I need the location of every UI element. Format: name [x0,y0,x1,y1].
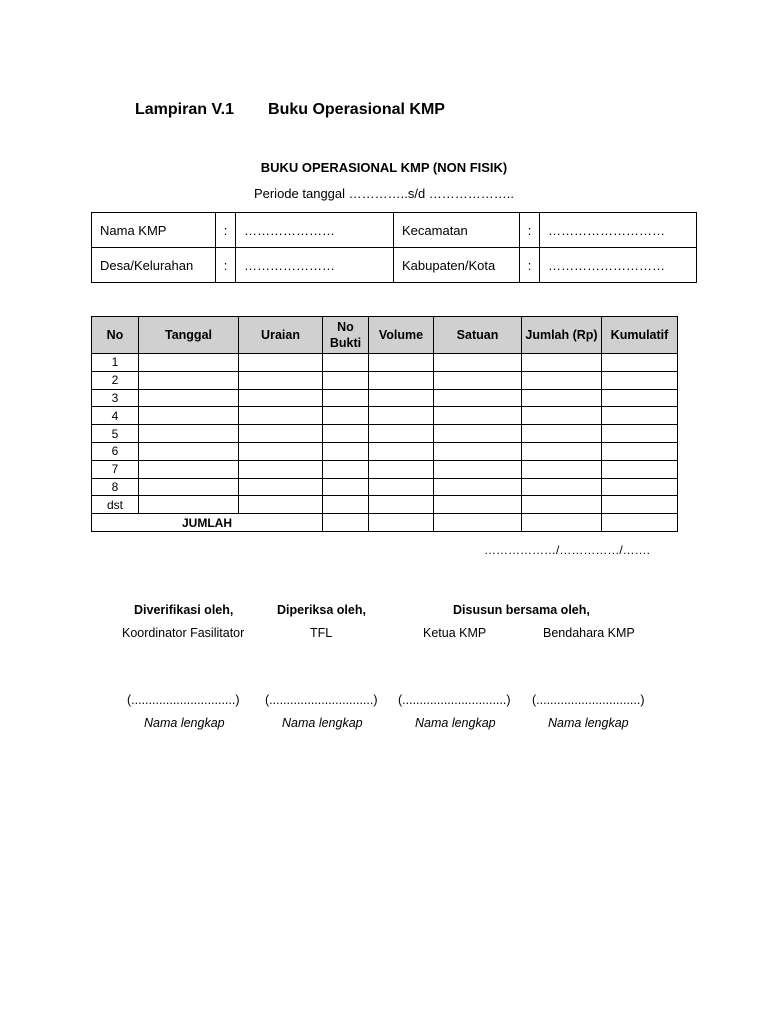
table-cell[interactable] [323,478,369,496]
appendix-heading [135,101,445,119]
table-cell[interactable] [522,478,602,496]
table-cell[interactable] [522,460,602,478]
row-number: 4 [92,407,139,425]
name-placeholder: Nama lengkap [144,716,225,730]
table-cell[interactable] [434,407,522,425]
table-cell[interactable] [239,389,323,407]
table-row [92,460,678,478]
signature-line: (..............................) [127,693,240,707]
role-ketua: Ketua KMP [423,626,487,640]
name-placeholder: Nama lengkap [415,716,496,730]
role-bendahara: Bendahara KMP [543,626,635,640]
total-cell[interactable] [369,514,434,532]
table-cell[interactable] [434,496,522,514]
table-cell[interactable] [369,371,434,389]
document-title: BUKU OPERASIONAL KMP (NON FISIK) [260,160,508,175]
info-value-kabupaten[interactable]: ……………………… [540,248,697,283]
table-row [92,389,678,407]
info-label-nama-kmp: Nama KMP [92,213,216,248]
verified-by-label: Diverifikasi oleh, [134,603,234,617]
table-cell[interactable] [602,407,678,425]
table-cell[interactable] [139,354,239,372]
table-cell[interactable] [323,460,369,478]
row-number: 7 [92,460,139,478]
info-label-desa: Desa/Kelurahan [92,248,216,283]
table-cell[interactable] [323,354,369,372]
info-row [92,213,697,248]
table-cell[interactable] [239,371,323,389]
info-value-kecamatan[interactable]: ……………………… [540,213,697,248]
table-cell[interactable] [602,442,678,460]
table-cell[interactable] [369,460,434,478]
table-cell[interactable] [239,425,323,443]
table-cell[interactable] [602,496,678,514]
info-label-kabupaten: Kabupaten/Kota [394,248,520,283]
table-cell[interactable] [434,460,522,478]
role-koordinator: Koordinator Fasilitator [122,626,245,640]
info-colon: : [216,213,236,248]
table-cell[interactable] [434,354,522,372]
table-cell[interactable] [369,442,434,460]
row-number: 5 [92,425,139,443]
info-label-kecamatan: Kecamatan [394,213,520,248]
row-number: 1 [92,354,139,372]
table-cell[interactable] [434,478,522,496]
row-number: 8 [92,478,139,496]
table-cell[interactable] [323,496,369,514]
table-row [92,354,678,372]
table-cell[interactable] [139,496,239,514]
table-cell[interactable] [323,407,369,425]
table-cell[interactable] [323,442,369,460]
table-cell[interactable] [522,371,602,389]
table-cell[interactable] [239,478,323,496]
total-cell[interactable] [323,514,369,532]
ledger-table [91,316,678,532]
table-cell[interactable] [139,460,239,478]
row-number: 3 [92,389,139,407]
signature-line: (..............................) [398,693,511,707]
total-row [92,514,678,532]
table-cell[interactable] [139,442,239,460]
column-header-no: No [92,317,139,354]
table-cell[interactable] [323,425,369,443]
info-row [92,248,697,283]
table-cell[interactable] [139,425,239,443]
column-header-no-bukti: No Bukti [323,317,369,354]
info-colon: : [216,248,236,283]
table-cell[interactable] [369,478,434,496]
info-colon: : [520,213,540,248]
table-row [92,478,678,496]
table-cell[interactable] [522,425,602,443]
table-cell[interactable] [139,407,239,425]
appendix-label: Lampiran V.1 [135,101,235,118]
appendix-title: Buku Operasional KMP [268,101,445,118]
table-cell[interactable] [434,442,522,460]
table-cell[interactable] [602,371,678,389]
info-table [91,212,697,283]
role-tfl: TFL [310,626,333,640]
table-row [92,407,678,425]
table-cell[interactable] [602,389,678,407]
table-cell[interactable] [139,371,239,389]
table-cell[interactable] [323,371,369,389]
column-header-tanggal: Tanggal [139,317,239,354]
table-cell[interactable] [239,354,323,372]
column-header-uraian: Uraian [239,317,323,354]
table-row [92,442,678,460]
table-cell[interactable] [522,354,602,372]
period-line: Periode tanggal …………..s/d ……………….. [253,186,515,201]
total-label: JUMLAH [92,514,323,532]
total-cell[interactable] [522,514,602,532]
table-cell[interactable] [239,407,323,425]
name-placeholder: Nama lengkap [282,716,363,730]
table-cell[interactable] [239,496,323,514]
signature-line: (..............................) [532,693,645,707]
table-row [92,425,678,443]
info-value-desa[interactable]: ………………… [236,248,394,283]
table-cell[interactable] [239,460,323,478]
checked-by-label: Diperiksa oleh, [277,603,366,617]
column-header-satuan: Satuan [434,317,522,354]
column-header-jumlah: Jumlah (Rp) [522,317,602,354]
table-cell[interactable] [139,389,239,407]
compiled-by-label: Disusun bersama oleh, [453,603,590,617]
table-cell[interactable] [434,389,522,407]
table-cell[interactable] [522,496,602,514]
table-cell[interactable] [323,389,369,407]
table-cell[interactable] [369,496,434,514]
table-cell[interactable] [369,354,434,372]
total-cell[interactable] [434,514,522,532]
table-cell[interactable] [139,478,239,496]
table-cell[interactable] [369,407,434,425]
column-header-kumulatif: Kumulatif [602,317,678,354]
table-cell[interactable] [522,442,602,460]
table-cell[interactable] [522,389,602,407]
ledger-header-row [92,317,678,354]
info-value-nama-kmp[interactable]: ………………… [236,213,394,248]
table-cell[interactable] [369,425,434,443]
total-cell[interactable] [602,514,678,532]
date-line: ………………/……………/……. [484,543,651,557]
table-cell[interactable] [239,442,323,460]
table-cell[interactable] [522,407,602,425]
table-cell[interactable] [602,425,678,443]
name-placeholder: Nama lengkap [548,716,629,730]
table-row [92,371,678,389]
column-header-volume: Volume [369,317,434,354]
table-row [92,496,678,514]
ledger-body [92,354,678,532]
table-cell[interactable] [369,389,434,407]
row-number: 6 [92,442,139,460]
table-cell[interactable] [434,425,522,443]
table-cell[interactable] [602,354,678,372]
row-number: dst [92,496,139,514]
signature-line: (..............................) [265,693,378,707]
table-cell[interactable] [602,460,678,478]
info-colon: : [520,248,540,283]
table-cell[interactable] [434,371,522,389]
row-number: 2 [92,371,139,389]
table-cell[interactable] [602,478,678,496]
